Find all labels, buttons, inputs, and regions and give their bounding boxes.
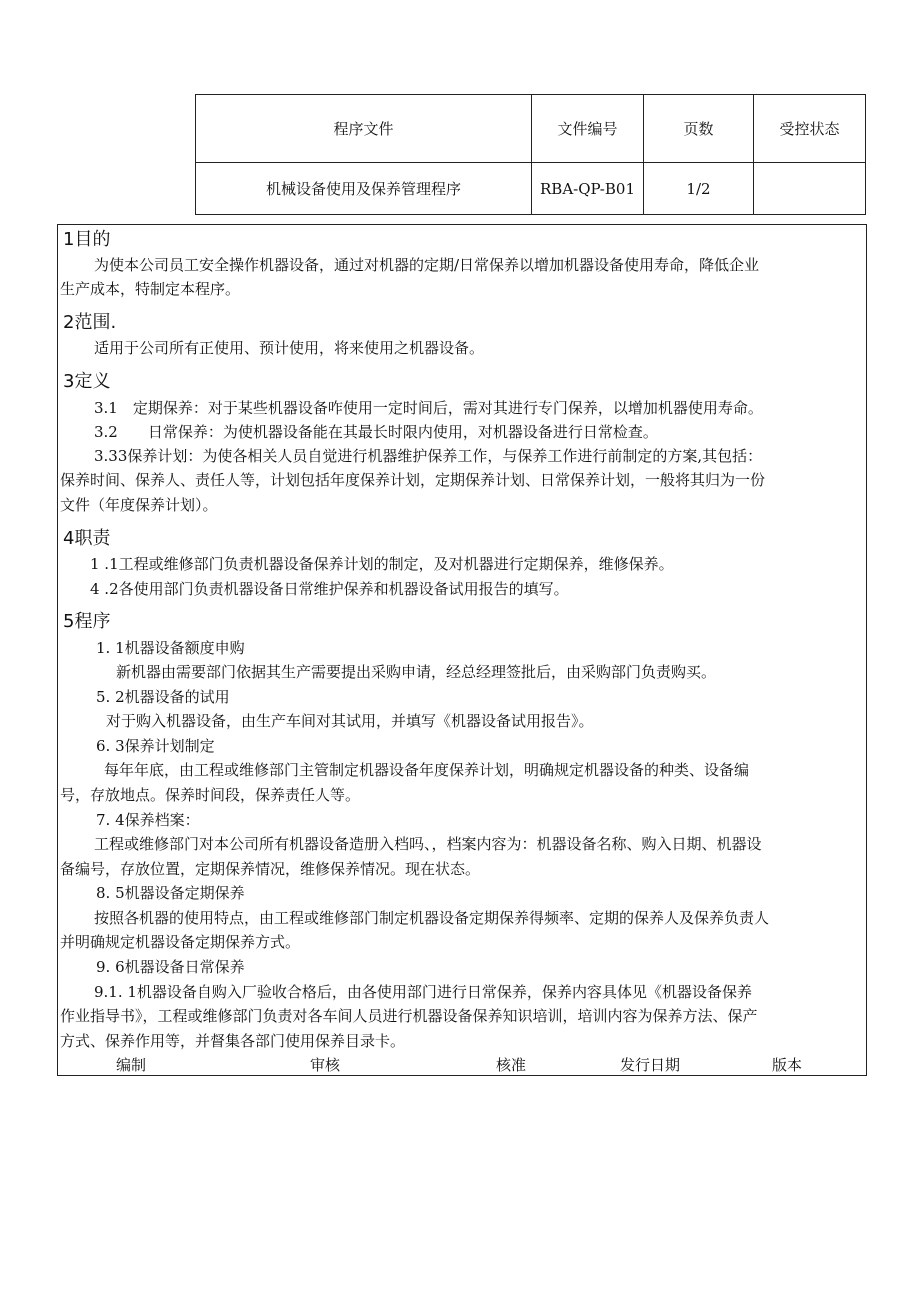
scope-line: 适用于公司所有正使用、预计使用，将来使用之机器设备。	[94, 339, 485, 357]
responsibility-line: 4 .2各使用部门负责机器设备日常维护保养和机器设备试用报告的填写。	[90, 580, 569, 598]
header-control-status-label: 受控状态	[754, 95, 866, 163]
section-purpose-title: 1目的	[63, 229, 111, 250]
purpose-line: 生产成本，特制定本程序。	[60, 280, 241, 298]
header-pages: 1/2	[644, 163, 754, 215]
section-procedure-title: 5程序	[63, 611, 111, 632]
procedure-line: 1. 1机器设备额度申购	[96, 639, 245, 657]
procedure-line: 每年年底，由工程或维修部门主管制定机器设备年度保养计划，明确规定机器设备的种类、设备编	[104, 761, 750, 779]
procedure-line: 方式、保养作用等，并督集各部门使用保养目录卡。	[60, 1032, 406, 1050]
procedure-line: 8. 5机器设备定期保养	[96, 884, 245, 902]
header-doc-type: 程序文件	[196, 95, 532, 163]
document-body	[57, 224, 867, 1076]
definition-line: 3.33保养计划：为使各相关人员自觉进行机器维护保养工作，与保养工作进行前制定的方案,其包括：	[94, 447, 763, 465]
header-doc-number: RBA-QP-B01	[532, 163, 644, 215]
procedure-line: 9. 6机器设备日常保养	[96, 958, 245, 976]
footer-reviewed-by: 审核	[310, 1056, 341, 1074]
footer-issue-date: 发行日期	[620, 1056, 681, 1074]
procedure-line: 5. 2机器设备的试用	[96, 688, 230, 706]
procedure-line: 9.1. 1机器设备自购入厂验收合格后，由各使用部门进行日常保养，保养内容具体见《机器设备保养	[94, 983, 752, 1001]
header-doc-title: 机械设备使用及保养管理程序	[196, 163, 532, 215]
header-doc-number-label: 文件编号	[532, 95, 644, 163]
procedure-line: 并明确规定机器设备定期保养方式。	[60, 933, 301, 951]
header-table	[195, 94, 866, 215]
section-scope-title: 2范围.	[63, 312, 117, 333]
definition-line: 3.1 定期保养：对于某些机器设备咋使用一定时间后，需对其进行专门保养，以增加机器使用寿命。	[94, 399, 763, 417]
definition-line: 保养时间、保养人、责任人等，计划包括年度保养计划，定期保养计划、日常保养计划，一般将其归为一份	[60, 471, 766, 489]
footer-prepared-by: 编制	[116, 1056, 147, 1074]
procedure-line: 7. 4保养档案：	[96, 811, 200, 829]
definition-line: 文件（年度保养计划）。	[60, 496, 218, 514]
purpose-line: 为使本公司员工安全操作机器设备，通过对机器的定期/日常保养以增加机器设备使用寿命，降低企业	[94, 256, 760, 274]
procedure-line: 6. 3保养计划制定	[96, 737, 215, 755]
procedure-line: 作业指导书》，工程或维修部门负责对各车间人员进行机器设备保养知识培训，培训内容为保养方法、保产	[60, 1007, 758, 1025]
procedure-line: 号，存放地点。保养时间段，保养责任人等。	[60, 786, 361, 804]
header-control-status	[754, 163, 866, 215]
responsibility-line: 1 .1工程或维修部门负责机器设备保养计划的制定，及对机器进行定期保养，维修保养。	[90, 555, 674, 573]
header-pages-label: 页数	[644, 95, 754, 163]
footer-approved-by: 核准	[496, 1056, 527, 1074]
procedure-line: 工程或维修部门对本公司所有机器设备造册入档吗、，档案内容为：机器设备名称、购入日期、机器设	[94, 835, 762, 853]
procedure-line: 备编号，存放位置，定期保养情况，维修保养情况。现在状态。	[60, 860, 481, 878]
procedure-line: 按照各机器的使用特点，由工程或维修部门制定机器设备定期保养得频率、定期的保养人及保养负责人	[94, 909, 770, 927]
section-responsibility-title: 4职责	[63, 528, 111, 549]
procedure-line: 对于购入机器设备，由生产车间对其试用，并填写《机器设备试用报告》。	[106, 712, 594, 730]
section-definition-title: 3定义	[63, 371, 111, 392]
procedure-line: 新机器由需要部门依据其生产需要提出采购申请，经总经理签批后，由采购部门负责购买。	[116, 663, 717, 681]
footer-version: 版本	[772, 1056, 803, 1074]
definition-line: 3.2 日常保养：为使机器设备能在其最长时限内使用，对机器设备进行日常检查。	[94, 423, 658, 441]
